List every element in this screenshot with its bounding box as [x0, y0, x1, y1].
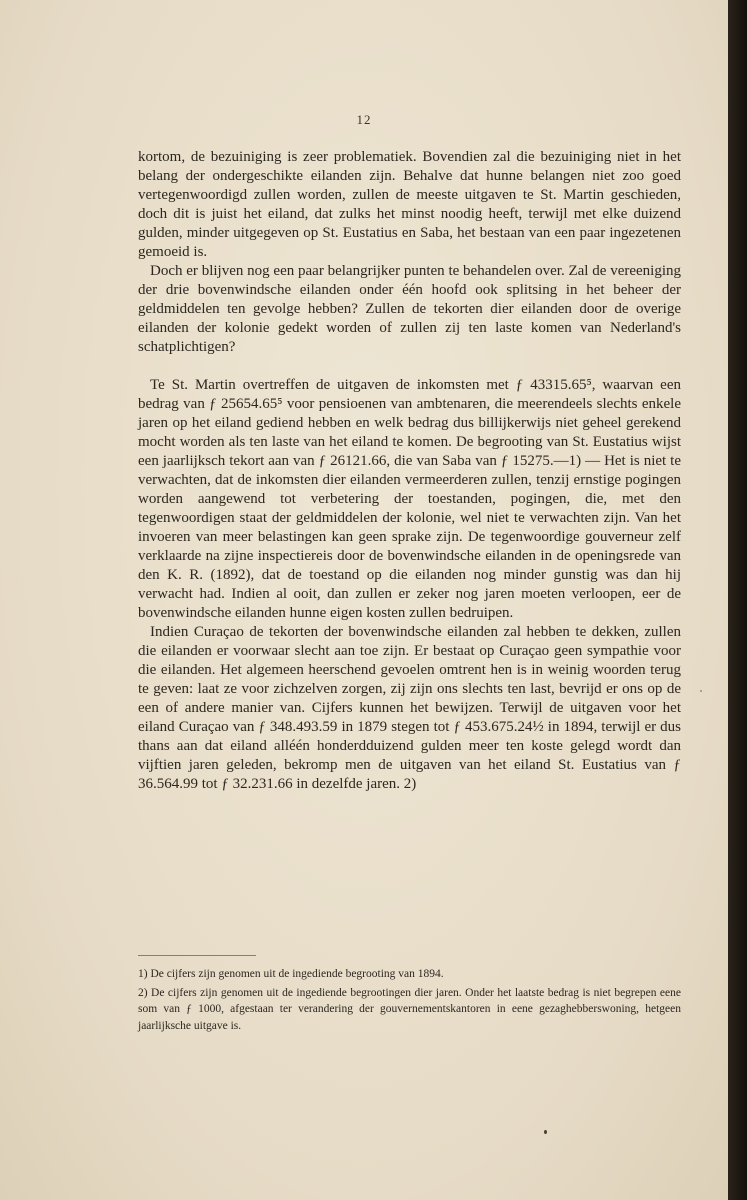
paper-speck [700, 690, 702, 692]
footnotes [138, 966, 681, 1034]
page-number: 12 [356, 112, 372, 127]
main-text [138, 148, 681, 794]
paragraph-4: Indien Curaçao de tekorten der bovenwindsche eilanden zal hebben te dekken, zullen die eilanden er voorwaar slecht aan toe zijn. Er bestaat op Curaçao geen sympathie voor die eilanden. Het algemeen heerschend gevoelen omtrent hen is in weinig woorden terug te geven: laat ze voor zichzelven zorgen, zij zijn ons slechts ten last, bevrijd er ons op de een of andere manier van. Cijfers kunnen het bewijzen. Terwijl de uitgaven voor het eiland Curaçao van ƒ 348.493.59 in 1879 stegen tot ƒ 453.675.24½ in 1894, terwijl er dus thans aan dat eiland alléén honderdduizend gulden meer ten koste gelegd wordt dan vijftien jaren geleden, bekromp men de uitgaven van het eiland St. Eustatius van ƒ 36.564.99 tot ƒ 32.231.66 in dezelfde jaren. 2) [138, 624, 681, 792]
paragraph-2: Doch er blijven nog een paar belangrijker punten te behandelen over. Zal de vereeniging der drie bovenwindsche eilanden onder één hoofd ook splitsing in het beheer der geldmiddelen ten gevolge hebben? Zullen de tekorten dier eilanden door de overige eilanden der kolonie gedekt worden of zullen zij ten laste komen van Nederland's schatplichtigen? [138, 263, 681, 355]
footnote-separator [138, 955, 256, 956]
footnote-1: 1) De cijfers zijn genomen uit de ingediende begrooting van 1894. [138, 968, 444, 980]
footnote-2: 2) De cijfers zijn genomen uit de ingediende begrootingen dier jaren. Onder het laatste bedrag is niet begrepen eene som van ƒ 1000, afgestaan ter verandering der gouvernementskantoren in eene gezaghebberswoning, hetgeen jaarlijksche uitgave is. [138, 986, 681, 1032]
paragraph-3: Te St. Martin overtreffen de uitgaven de inkomsten met ƒ 43315.65⁵, waarvan een bedrag van ƒ 25654.65⁵ voor pensioenen van ambtenaren, die meerendeels slechts enkele jaren op het eiland gediend hebben en welk bedrag dus billijkerwijs niet geheel gerekend mocht worden als ten laste van het eiland te komen. De begrooting van St. Eustatius wijst een jaarlijksch tekort aan van ƒ 26121.66, die van Saba van ƒ 15275.—1) — Het is niet te verwachten, dat de inkomsten dier eilanden vermeerderen zullen, tenzij ernstige pogingen worden aangewend tot verbetering der toestanden, pogingen, die, met den tegenwoordigen staat der geldmiddelen der kolonie, wel niet te verwachten zijn. Van het invoeren van meer belastingen kan geen sprake zijn. De tegenwoordige gouverneur zelf verklaarde na zijne inspectiereis door de bovenwindsche eilanden in de openingsrede van den K. R. (1892), dat de toestand op die eilanden nog minder gunstig was dan hij verwacht had. Indien al ooit, dan zullen er zeker nog jaren moeten verloopen, eer de bovenwindsche eilanden hunne eigen kosten zullen bedruipen. [138, 377, 681, 621]
binding-edge [728, 0, 747, 1200]
paper-speck [544, 1130, 547, 1134]
paragraph-1: kortom, de bezuiniging is zeer problematiek. Bovendien zal die bezuiniging niet in het belang der ondergeschikte eilanden zijn. Behalve dat hunne belangen niet zoo goed vertegenwoordigd zullen worden, zullen de meeste uitgaven te St. Martin geschieden, doch dit is juist het eiland, dat zulks het minst noodig heeft, terwijl met elke duizend gulden, minder uitgegeven op St. Eustatius en Saba, het bestaan van een paar ingezetenen gemoeid is. [138, 149, 681, 260]
